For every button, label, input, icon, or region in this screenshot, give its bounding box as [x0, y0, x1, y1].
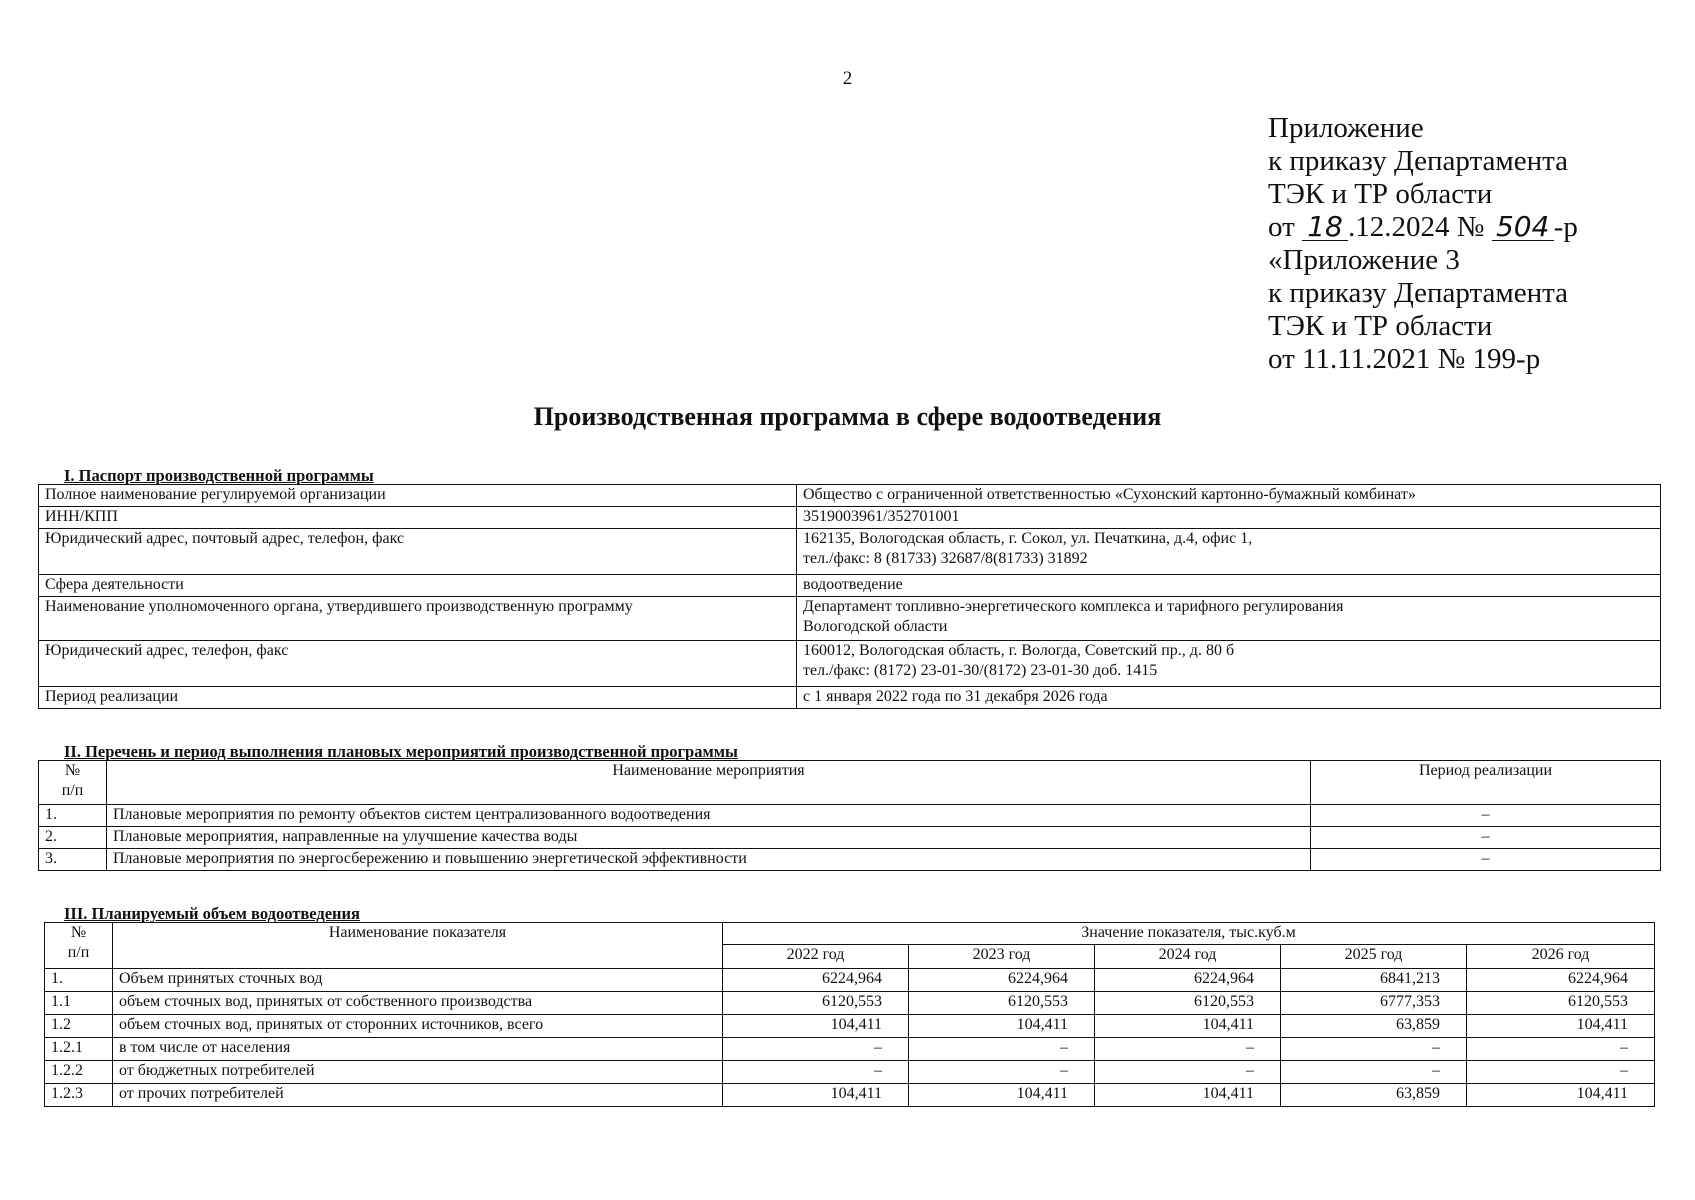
- passport-value: Общество с ограниченной ответственностью «Сухонский картонно-бумажный комбинат»: [797, 485, 1661, 507]
- row-value: 6224,964: [909, 969, 1095, 992]
- row-value: 6777,353: [1281, 992, 1467, 1015]
- passport-value: [797, 529, 1661, 575]
- appendix-line: Приложение: [1268, 112, 1424, 144]
- row-value: –: [1095, 1061, 1281, 1084]
- passport-label: Сфера деятельности: [39, 575, 797, 597]
- passport-label: Наименование уполномоченного органа, утвердившего производственную программу: [39, 597, 797, 641]
- passport-value: с 1 января 2022 года по 31 декабря 2026 года: [797, 687, 1661, 709]
- passport-label: Период реализации: [39, 687, 797, 709]
- column-header-num: № п/п: [45, 923, 113, 969]
- table-row: [39, 507, 1661, 529]
- row-value: 104,411: [1467, 1084, 1655, 1107]
- row-name: в том числе от населения: [113, 1038, 723, 1061]
- row-value: –: [909, 1061, 1095, 1084]
- row-value: 104,411: [1095, 1015, 1281, 1038]
- row-value: 6224,964: [1095, 969, 1281, 992]
- row-num: 3.: [39, 849, 107, 871]
- table-row: [39, 575, 1661, 597]
- value-line: Вологодской области: [803, 618, 948, 635]
- table-header-row: [39, 761, 1661, 805]
- row-value: 104,411: [909, 1084, 1095, 1107]
- table-row: [45, 969, 1655, 992]
- passport-label: Юридический адрес, телефон, факс: [39, 641, 797, 687]
- table-row: [45, 1084, 1655, 1107]
- table-row: [39, 485, 1661, 507]
- row-value: –: [723, 1038, 909, 1061]
- value-line: 160012, Вологодская область, г. Вологда, Советский пр., д. 80 б: [803, 642, 1235, 659]
- date-prefix: от: [1268, 211, 1295, 243]
- table-row: [39, 827, 1661, 849]
- passport-label: Юридический адрес, почтовый адрес, телефон, факс: [39, 529, 797, 575]
- row-period: –: [1311, 827, 1661, 849]
- row-value: 104,411: [723, 1015, 909, 1038]
- measures-table: [38, 760, 1661, 871]
- row-value: 6120,553: [1095, 992, 1281, 1015]
- column-header-group: Значение показателя, тыс.куб.м: [723, 923, 1655, 945]
- row-value: –: [909, 1038, 1095, 1061]
- appendix-order-line: [1268, 211, 1578, 244]
- row-value: 6224,964: [1467, 969, 1655, 992]
- row-name: объем сточных вод, принятых от собственного производства: [113, 992, 723, 1015]
- table-header-row: [45, 923, 1655, 945]
- row-num: 1.2.2: [45, 1061, 113, 1084]
- page-number: 2: [842, 68, 853, 89]
- column-header-name: Наименование мероприятия: [107, 761, 1311, 805]
- appendix-line: ТЭК и ТР области: [1268, 310, 1493, 342]
- appendix-line: от 11.11.2021 № 199-р: [1268, 343, 1541, 375]
- table-row: [39, 597, 1661, 641]
- row-name: Плановые мероприятия, направленные на улучшение качества воды: [107, 827, 1311, 849]
- section2-title: II. Перечень и период выполнения плановых мероприятий производственной программы: [64, 742, 738, 761]
- row-value: 63,859: [1281, 1084, 1467, 1107]
- row-value: 6120,553: [909, 992, 1095, 1015]
- row-value: 6120,553: [723, 992, 909, 1015]
- section3-title: III. Планируемый объем водоотведения: [64, 904, 360, 923]
- row-value: 6224,964: [723, 969, 909, 992]
- row-name: Плановые мероприятия по ремонту объектов систем централизованного водоотведения: [107, 805, 1311, 827]
- table-row: [39, 529, 1661, 575]
- row-period: –: [1311, 805, 1661, 827]
- table-row: [45, 1061, 1655, 1084]
- passport-value: 3519003961/352701001: [797, 507, 1661, 529]
- passport-value: [797, 597, 1661, 641]
- row-value: 104,411: [909, 1015, 1095, 1038]
- row-num: 1.2: [45, 1015, 113, 1038]
- row-num: 2.: [39, 827, 107, 849]
- row-value: –: [1467, 1061, 1655, 1084]
- table-row: [39, 805, 1661, 827]
- row-value: 6841,213: [1281, 969, 1467, 992]
- handwritten-day: 18: [1302, 214, 1348, 241]
- handwritten-order-number: 504: [1492, 214, 1554, 241]
- row-value: –: [1281, 1061, 1467, 1084]
- passport-label: ИНН/КПП: [39, 507, 797, 529]
- passport-label: Полное наименование регулируемой организации: [39, 485, 797, 507]
- row-value: –: [1095, 1038, 1281, 1061]
- passport-table: [38, 484, 1661, 709]
- row-value: 104,411: [1467, 1015, 1655, 1038]
- row-num: 1.2.3: [45, 1084, 113, 1107]
- column-header-year: 2024 год: [1095, 945, 1281, 969]
- appendix-line: к приказу Департамента: [1268, 145, 1569, 177]
- row-value: –: [1467, 1038, 1655, 1061]
- table-row: [45, 1038, 1655, 1061]
- value-line: тел./факс: (8172) 23-01-30/(8172) 23-01-30 доб. 1415: [803, 662, 1158, 679]
- table-row: [39, 849, 1661, 871]
- volume-table: [44, 922, 1655, 1107]
- value-line: Департамент топливно-энергетического комплекса и тарифного регулирования: [803, 598, 1344, 615]
- appendix-line: к приказу Департамента: [1268, 277, 1569, 309]
- row-name: объем сточных вод, принятых от сторонних источников, всего: [113, 1015, 723, 1038]
- row-num: 1.: [45, 969, 113, 992]
- row-name: Плановые мероприятия по энергосбережению и повышению энергетической эффективности: [107, 849, 1311, 871]
- row-num: 1.2.1: [45, 1038, 113, 1061]
- column-header-year: 2025 год: [1281, 945, 1467, 969]
- row-value: 104,411: [723, 1084, 909, 1107]
- date-rest: .12.2024 №: [1348, 211, 1485, 243]
- row-num: 1.: [39, 805, 107, 827]
- row-num: 1.1: [45, 992, 113, 1015]
- passport-value: водоотведение: [797, 575, 1661, 597]
- table-row: [45, 1015, 1655, 1038]
- row-name: от бюджетных потребителей: [113, 1061, 723, 1084]
- row-value: –: [1281, 1038, 1467, 1061]
- row-name: Объем принятых сточных вод: [113, 969, 723, 992]
- value-line: тел./факс: 8 (81733) 32687/8(81733) 31892: [803, 550, 1088, 567]
- passport-value: [797, 641, 1661, 687]
- table-row: [39, 641, 1661, 687]
- column-header-year: 2022 год: [723, 945, 909, 969]
- section1-title: I. Паспорт производственной программы: [64, 466, 374, 485]
- value-line: 162135, Вологодская область, г. Сокол, ул. Печаткина, д.4, офис 1,: [803, 530, 1253, 547]
- column-header-year: 2023 год: [909, 945, 1095, 969]
- row-period: –: [1311, 849, 1661, 871]
- appendix-line: ТЭК и ТР области: [1268, 178, 1493, 210]
- row-value: 6120,553: [1467, 992, 1655, 1015]
- order-suffix: -р: [1553, 211, 1578, 243]
- row-value: 63,859: [1281, 1015, 1467, 1038]
- row-name: от прочих потребителей: [113, 1084, 723, 1107]
- row-value: 104,411: [1095, 1084, 1281, 1107]
- document-title: Производственная программа в сфере водоотведения: [533, 402, 1162, 431]
- table-row: [39, 687, 1661, 709]
- table-row: [45, 992, 1655, 1015]
- column-header-name: Наименование показателя: [113, 923, 723, 969]
- column-header-period: Период реализации: [1311, 761, 1661, 805]
- row-value: –: [723, 1061, 909, 1084]
- appendix-block: [1268, 112, 1578, 376]
- appendix-line: «Приложение 3: [1268, 244, 1460, 276]
- column-header-num: № п/п: [39, 761, 107, 805]
- column-header-year: 2026 год: [1467, 945, 1655, 969]
